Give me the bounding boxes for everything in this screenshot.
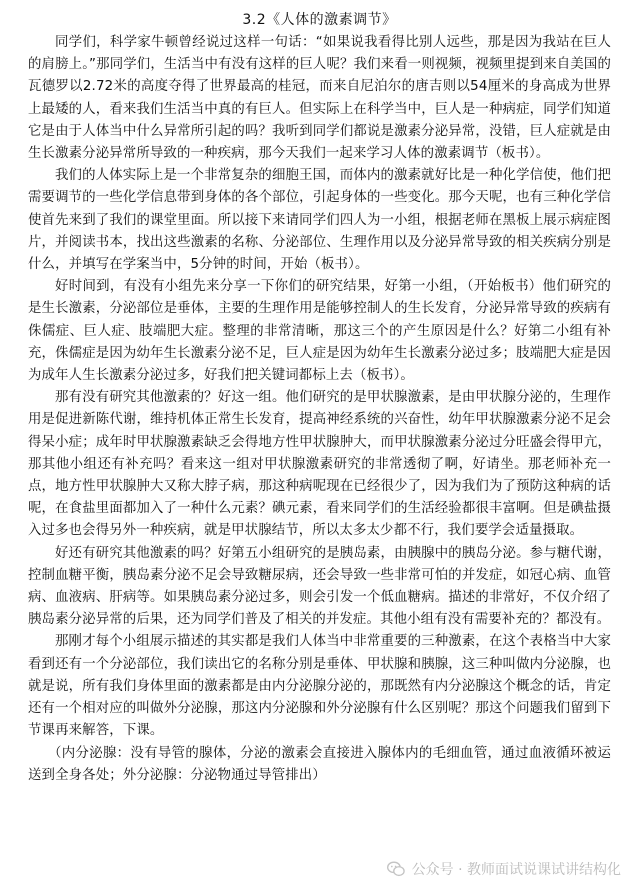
paragraph-5: 好还有研究其他激素的吗？好第五小组研究的是胰岛素，由胰腺中的胰岛分泌。参与糖代谢，控制血糖平衡，胰岛素分泌不足会导致糖尿病，还会导致一些非常可怕的并发症，如冠心病、血管病、血液病、肝病等。如果胰岛素分泌过多，则会引发一个低血糖病。描述的非常好，不仅介绍了胰岛素分泌异常的后果，还为同学们普及了相关的并发症。其他小组有没有需要补充的？都没有。 bbox=[28, 545, 611, 628]
paragraph-2: 我们的人体实际上是一个非常复杂的细胞王国，而体内的激素就好比是一种化学信使，他们把需要调节的一些化学信息带到身体的各个部位，引起身体的一些变化。那今天呢，也有三种化学信使首先来到了我们的课堂里面。所以接下来请同学们四人为一小组，根据老师在黑板上展示病症图片，并阅读书本，找出这些激素的名称、分泌部位、生理作用以及分泌异常导致的相关疾病分别是什么，并填写在学案当中，5分钟的时间，开始（板书）。 bbox=[28, 168, 611, 273]
paragraph-1: 同学们，科学家牛顿曾经说过这样一句话：“如果说我看得比别人远些，那是因为我站在巨人的肩膀上。”那同学们，生活当中有没有这样的巨人呢？我们来看一则视频，视频里提到来自美国的瓦德罗以2.72米的高度夺得了世界最高的桂冠，而来自尼泊尔的唐吉则以54厘米的身高成为世界上最矮的人，看来我们生活当中真的有巨人。但实际上在科学当中，巨人是一种病症，同学们知道它是由于人体当中什么异常所引起的吗？我听到同学们都说是激素分泌异常，没错，巨人症就是由生长激素分泌异常所导致的一种疾病，那今天我们一起来学习人体的激素调节（板书）。 bbox=[28, 35, 611, 162]
paragraph-6: 那刚才每个小组展示描述的其实都是我们人体当中非常重要的三种激素，在这个表格当中大家看到还有一个分泌部位，我们读出它的名称分别是垂体、甲状腺和胰腺，这三种叫做内分泌腺，也就是说，所有我们身体里面的激素都是由内分泌腺分泌的，那既然有内分泌腺这个概念的话，肯定还有一个相对应的叫做外分泌腺，那这内分泌腺和外分泌腺有什么区别呢？那这个问题我们留到下节课再来解答，下课。 bbox=[28, 634, 611, 739]
paragraph-note: （内分泌腺：没有导管的腺体，分泌的激素会直接进入腺体内的毛细血管，通过血液循环被运送到全身各处；外分泌腺：分泌物通过导管排出） bbox=[28, 745, 611, 783]
document-page bbox=[28, 10, 611, 787]
paragraph-3: 好时间到，有没有小组先来分享一下你们的研究结果，好第一小组，（开始板书）他们研究的是生长激素，分泌部位是垂体，主要的生理作用是能够控制人的生长发育，分泌异常导致的疾病有侏儒症、巨人症、肢端肥大症。整理的非常清晰，那这三个的产生原因是什么？好第二小组有补充，侏儒症是因为幼年生长激素分泌不足，巨人症是因为幼年生长激素分泌过多；肢端肥大症是因为成年人生长激素分泌过多，好我们把关键词都标上去（板书）。 bbox=[28, 279, 611, 384]
watermark-text: 公众号 · 教师面试说课试讲结构化 bbox=[411, 862, 621, 878]
wechat-icon bbox=[386, 859, 406, 879]
page-title: 3.2《人体的激素调节》 bbox=[242, 12, 397, 28]
watermark bbox=[386, 859, 621, 879]
paragraph-4: 那有没有研究其他激素的？好这一组。他们研究的是甲状腺激素，是由甲状腺分泌的，生理作用是促进新陈代谢，维持机体正常生长发育，提高神经系统的兴奋性，幼年甲状腺激素分泌不足会得呆小症；成年时甲状腺激素缺乏会得地方性甲状腺肿大，而甲状腺激素分泌过分旺盛会得甲亢，那其他小组还有补充吗？看来这一组对甲状腺激素研究的非常透彻了啊，好请坐。那老师补充一点，地方性甲状腺肿大又称大脖子病，那这种病呢现在已经很少了，因为我们为了预防这种病的话呢，在食盐里面都加入了一种什么元素？碘元素，看来同学们的生活经验都很丰富啊。但是碘盐摄入过多也会得另外一种疾病，就是甲状腺结节，所以太多太少都不行，我们要学会适量摄取。 bbox=[28, 390, 611, 539]
